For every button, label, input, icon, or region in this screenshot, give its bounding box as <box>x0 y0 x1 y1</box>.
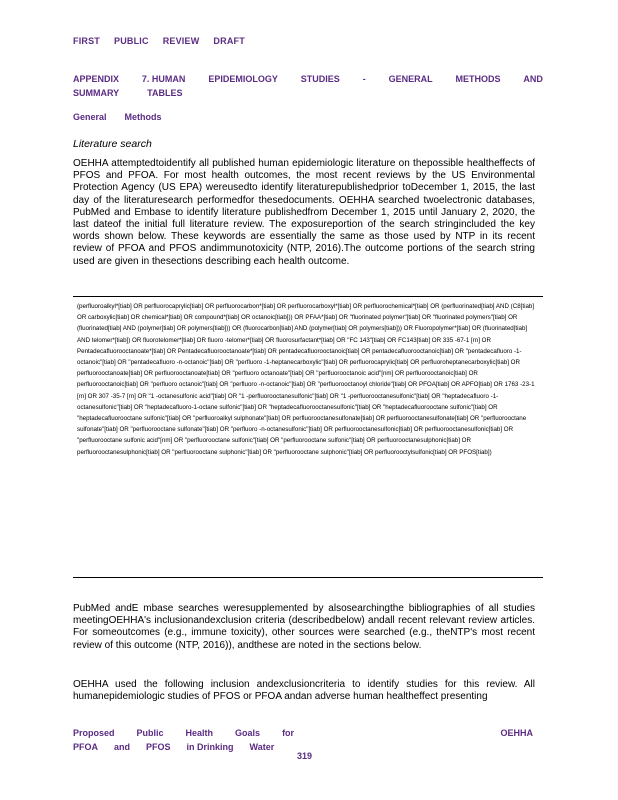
section-word: General <box>73 112 107 122</box>
header-word: DRAFT <box>213 36 245 46</box>
footer-word: Public <box>136 728 164 738</box>
paragraph-supplemental-searches: PubMed andE mbase searches weresupplemented by alsosearchingthe bibliographies of all studies meetingOEHHA's inclusionandexclusion criteria (describedbelow) andall recent relevant review articles. For someoutcomes (e.g., immune toxicity), other sources were searched (e.g., theNTP's most recent review of this outcome (NTP, 2016)), andthese are noted in the sections below. <box>73 603 535 651</box>
footer-word: Water <box>249 742 275 752</box>
appendix-word: METHODS <box>455 74 501 84</box>
page-number: 319 <box>297 751 313 761</box>
subheading-literature-search: Literature search <box>73 138 152 150</box>
appendix-word: GENERAL <box>388 74 433 84</box>
draft-header <box>73 36 543 46</box>
search-string-text: (perfluoroalkyl*[tiab] OR perfluorocaprylic[tiab] OR perfluorocarbon*[tiab] OR perfluorocarboxyl*[tiab] OR perfluorochemical*[tiab] OR (perfluorinated[tiab] AND (C8[tiab] OR carboxylic[tiab] OR chemical*[tiab] OR compound*[tiab] OR octanoic[tiab])) OR PFAA*[tiab] OR "fluorinated polymer"[tiab] OR "fluorinated polymers"[tiab] OR (fluorinated[tiab] AND (polymer[tiab] OR polymers[tiab])) OR (fluorocarbon[tiab] AND (polymer[tiab] OR polymers[tiab])) OR Fluoropolymer*[tiab] OR (fluorinated[tiab] AND telomer*[tiab]) OR fluorotelomer*[tiab] OR fluoro -telomer*[tiab] OR fluorosurfactant*[tiab] OR "FC 143"[tiab] OR FC143[tiab] OR 335 -67-1 [rn] OR Pentadecafluorooctanoate*[tiab] OR Pentadecafluorooctanoate*[tiab] OR pentadecafluorooctanoic[tiab] OR pentadecafluorooctanoic[tiab] OR "pentadecafluoro -1-octanoic"[tiab] OR "pentadecafluoro -n-octanoic"[tiab] OR "perfluoro -1-heptanecarboxylic"[tiab] OR perfluorocaprylic[tiab] OR perfluoroheptanecarboxylic[tiab] OR perfluorooctanoate[tiab] OR perfluorooctanoate[tiab] OR "perfluoro octanoate"[tiab] OR "perfluorooctanoic acid"[nm] OR perfluorooctanoic[tiab] OR perfluorooctanoic[tiab] OR "perfluoro octanoic"[tiab] OR "perfluoro -n-octanoic"[tiab] OR "perfluorooctanoyl chloride"[tiab] OR PFOA[tiab] OR APFO[tiab] OR 1763 -23-1 [rn] OR 307 -35-7 [rn] OR "1 -octanesulfonic acid"[tiab] OR "1 -perfluorooctanesulfonic"[tiab] OR "1 -perfluorooctanesulfonic"[tiab] OR "heptadecafluoro -1-octanesulfonic"[tiab] OR "heptadecafluoro-1-octane sulfonic"[tiab] OR "heptadecafluorooctanesulfonic"[tiab] OR "heptadecafluorooctane sulfonic"[tiab] OR "heptadecafluorooctane sulfonic"[tiab] OR "perfluoroalkyl sulphonate"[tiab] OR perfluorooctanesulfonate[tiab] OR perfluorooctanesulfonate[tiab] OR "perfluorooctane sulfonate"[tiab] OR "perfluorooctane sulfonate"[tiab] OR "perfluoro -n-octanesulfonic"[tiab] OR perfluorooctanesulfonic[tiab] OR perfluorooctanesulfonic[tiab] OR "perfluorooctane sulfonic acid"[nm] OR "perfluorooctane sulfonic"[tiab] OR "perfluorooctane sulfonic"[tiab] OR perfluorooctanesulphonic[tiab] OR perfluorooctanesulphonic[tiab] OR "perfluorooctane sulphonic"[tiab] OR "perfluorooctane sulphonic"[tiab] OR perfluorooctylsulfonic[tiab] OR PFOS[tiab]) <box>77 303 535 456</box>
header-word: REVIEW <box>162 36 200 46</box>
footer-word: Health <box>185 728 214 738</box>
appendix-word: SUMMARY <box>73 88 120 98</box>
appendix-word: STUDIES <box>300 74 340 84</box>
footer-word: PFOS <box>146 742 171 752</box>
appendix-title <box>73 72 543 100</box>
header-word: FIRST <box>73 36 100 46</box>
footer-word: for <box>282 728 295 738</box>
section-word: Methods <box>124 112 162 122</box>
footer-word: Goals <box>235 728 261 738</box>
footer-word: and <box>114 742 131 752</box>
paragraph-literature-search: OEHHA attemptedtoidentify all published human epidemiologic literature on thepossible healtheffects of PFOS and PFOA. For most health outcomes, the most recent reviews by the US Environmental Protection Agency (US EPA) wereusedto identify literaturepublishedprior toDecember 1, 2015, the last day of the literaturesearch performedfor thesedocuments. OEHHA searched twoelectronic databases, PubMed and Embase to identify literature publishedfrom December 1, 2015 until January 2, 2020, the last dateof the initial full literature review. The exposureportion of the search stringincluded the key words shown below. These keywords are essentially the same as those used by NTP in its recent review of PFOA and PFOS andimmunotoxicity (NTP, 2016).The outcome portions of the search string used are given in thesections describing each health outcome. <box>73 158 535 267</box>
paragraph-inclusion-criteria: OEHHA used the following inclusion andexclusioncriteria to identify studies for this review. All humanepidemiologic studies of PFOS or PFOA andan adverse human healtheffect presenting <box>73 679 535 703</box>
appendix-word: 7. HUMAN <box>141 74 186 84</box>
appendix-word: - <box>362 74 366 84</box>
appendix-word: EPIDEMIOLOGY <box>208 74 278 84</box>
footer-word: in Drinking <box>186 742 234 752</box>
footer-word: Proposed <box>73 728 115 738</box>
footer <box>73 726 533 754</box>
appendix-word: AND <box>523 74 543 84</box>
section-heading <box>73 112 162 122</box>
header-word: PUBLIC <box>114 36 149 46</box>
appendix-word: TABLES <box>147 88 183 98</box>
search-string-box <box>73 296 543 578</box>
appendix-word: APPENDIX <box>73 74 120 84</box>
footer-org: OEHHA <box>500 728 533 738</box>
footer-word: PFOA <box>73 742 99 752</box>
